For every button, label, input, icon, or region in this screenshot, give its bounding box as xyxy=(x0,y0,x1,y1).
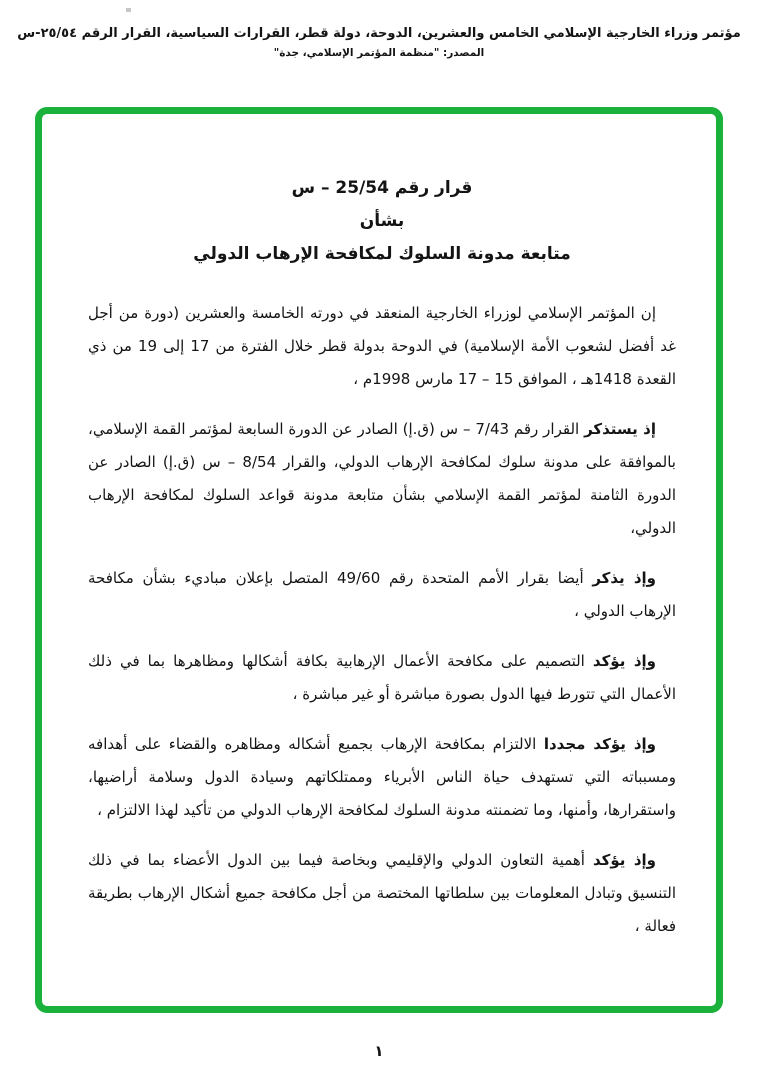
page-number: ١ xyxy=(374,1042,384,1060)
paragraph-lead: وإذ يذكر xyxy=(592,569,656,587)
preamble-paragraph xyxy=(88,844,676,943)
paragraph-lead: إذ يستذكر xyxy=(584,420,656,438)
scan-speck-artifact xyxy=(126,8,131,12)
header-source-line: مؤتمر وزراء الخارجية الإسلامي الخامس والعشرين، الدوحة، دولة قطر، القرارات السياسية، القرار الرقم ٢٥/٥٤-س xyxy=(17,26,741,41)
paragraph-body: أيضا بقرار الأمم المتحدة رقم 49/60 المتصل بإعلان مباديء بشأن مكافحة الإرهاب الدولي ، xyxy=(88,569,676,620)
paragraph-lead: وإذ يؤكد xyxy=(592,652,656,670)
preamble-paragraph xyxy=(88,645,676,711)
preamble-paragraph xyxy=(88,728,676,827)
paragraph-lead: وإذ يؤكد xyxy=(592,851,656,869)
preamble-paragraph xyxy=(88,562,676,628)
paragraph-body: التصميم على مكافحة الأعمال الإرهابية بكافة أشكالها ومظاهرها بما في ذلك الأعمال التي تتورط فيها الدول بصورة مباشرة أو غير مباشرة ، xyxy=(88,652,676,703)
header-publisher-line: المصدر: "منظمة المؤتمر الإسلامي، جدة" xyxy=(273,47,485,59)
paragraph-body: القرار رقم 7/43 – س (ق.إ) الصادر عن الدورة السابعة لمؤتمر القمة الإسلامي، بالموافقة على مدونة سلوك لمكافحة الإرهاب الدولي، والقرار 8/54 – س (ق.إ) الصادر عن الدورة الثامنة لمؤتمر القمة الإسلامي بشأن متابعة مدونة قواعد السلوك لمكافحة الإرهاب الدولي، xyxy=(88,420,676,537)
resolution-subject-title: متابعة مدونة السلوك لمكافحة الإرهاب الدولي xyxy=(193,244,571,264)
resolution-title-block xyxy=(88,172,676,271)
preamble-paragraph xyxy=(88,297,676,396)
paragraph-body: إن المؤتمر الإسلامي لوزراء الخارجية المنعقد في دورته الخامسة والعشرين (دورة من أجل غد أفضل لشعوب الأمة الإسلامية) في الدوحة بدولة قطر خلال الفترة من 17 إلى 19 من ذي القعدة 1418هـ ، الموافق 15 – 17 مارس 1998م ، xyxy=(88,304,676,388)
green-border-frame xyxy=(35,107,723,1013)
preamble-text xyxy=(88,297,676,943)
paragraph-lead: وإذ يؤكد مجددا xyxy=(543,735,656,753)
resolution-number-title: قرار رقم 25/54 – س xyxy=(291,178,473,198)
subject-label: بشأن xyxy=(359,211,405,231)
preamble-paragraph xyxy=(88,413,676,545)
resolution-content xyxy=(42,114,716,943)
paragraph-body: الالتزام بمكافحة الإرهاب بجميع أشكاله ومظاهره والقضاء على أهدافه ومسبباته التي تستهدف حياة الناس الأبرياء وممتلكاتهم وسيادة الدول وسلامة أراضيها، واستقرارها، وأمنها، وما تضمنته مدونة السلوك لمكافحة الإرهاب الدولي من تأكيد لهذا الالتزام ، xyxy=(88,735,676,819)
paragraph-body: أهمية التعاون الدولي والإقليمي وبخاصة فيما بين الدول الأعضاء بما في ذلك التنسيق وتبادل المعلومات بين سلطاتها المختصة من أجل مكافحة جميع أشكال الإرهاب بطريقة فعالة ، xyxy=(88,851,676,935)
document-header xyxy=(0,24,758,62)
